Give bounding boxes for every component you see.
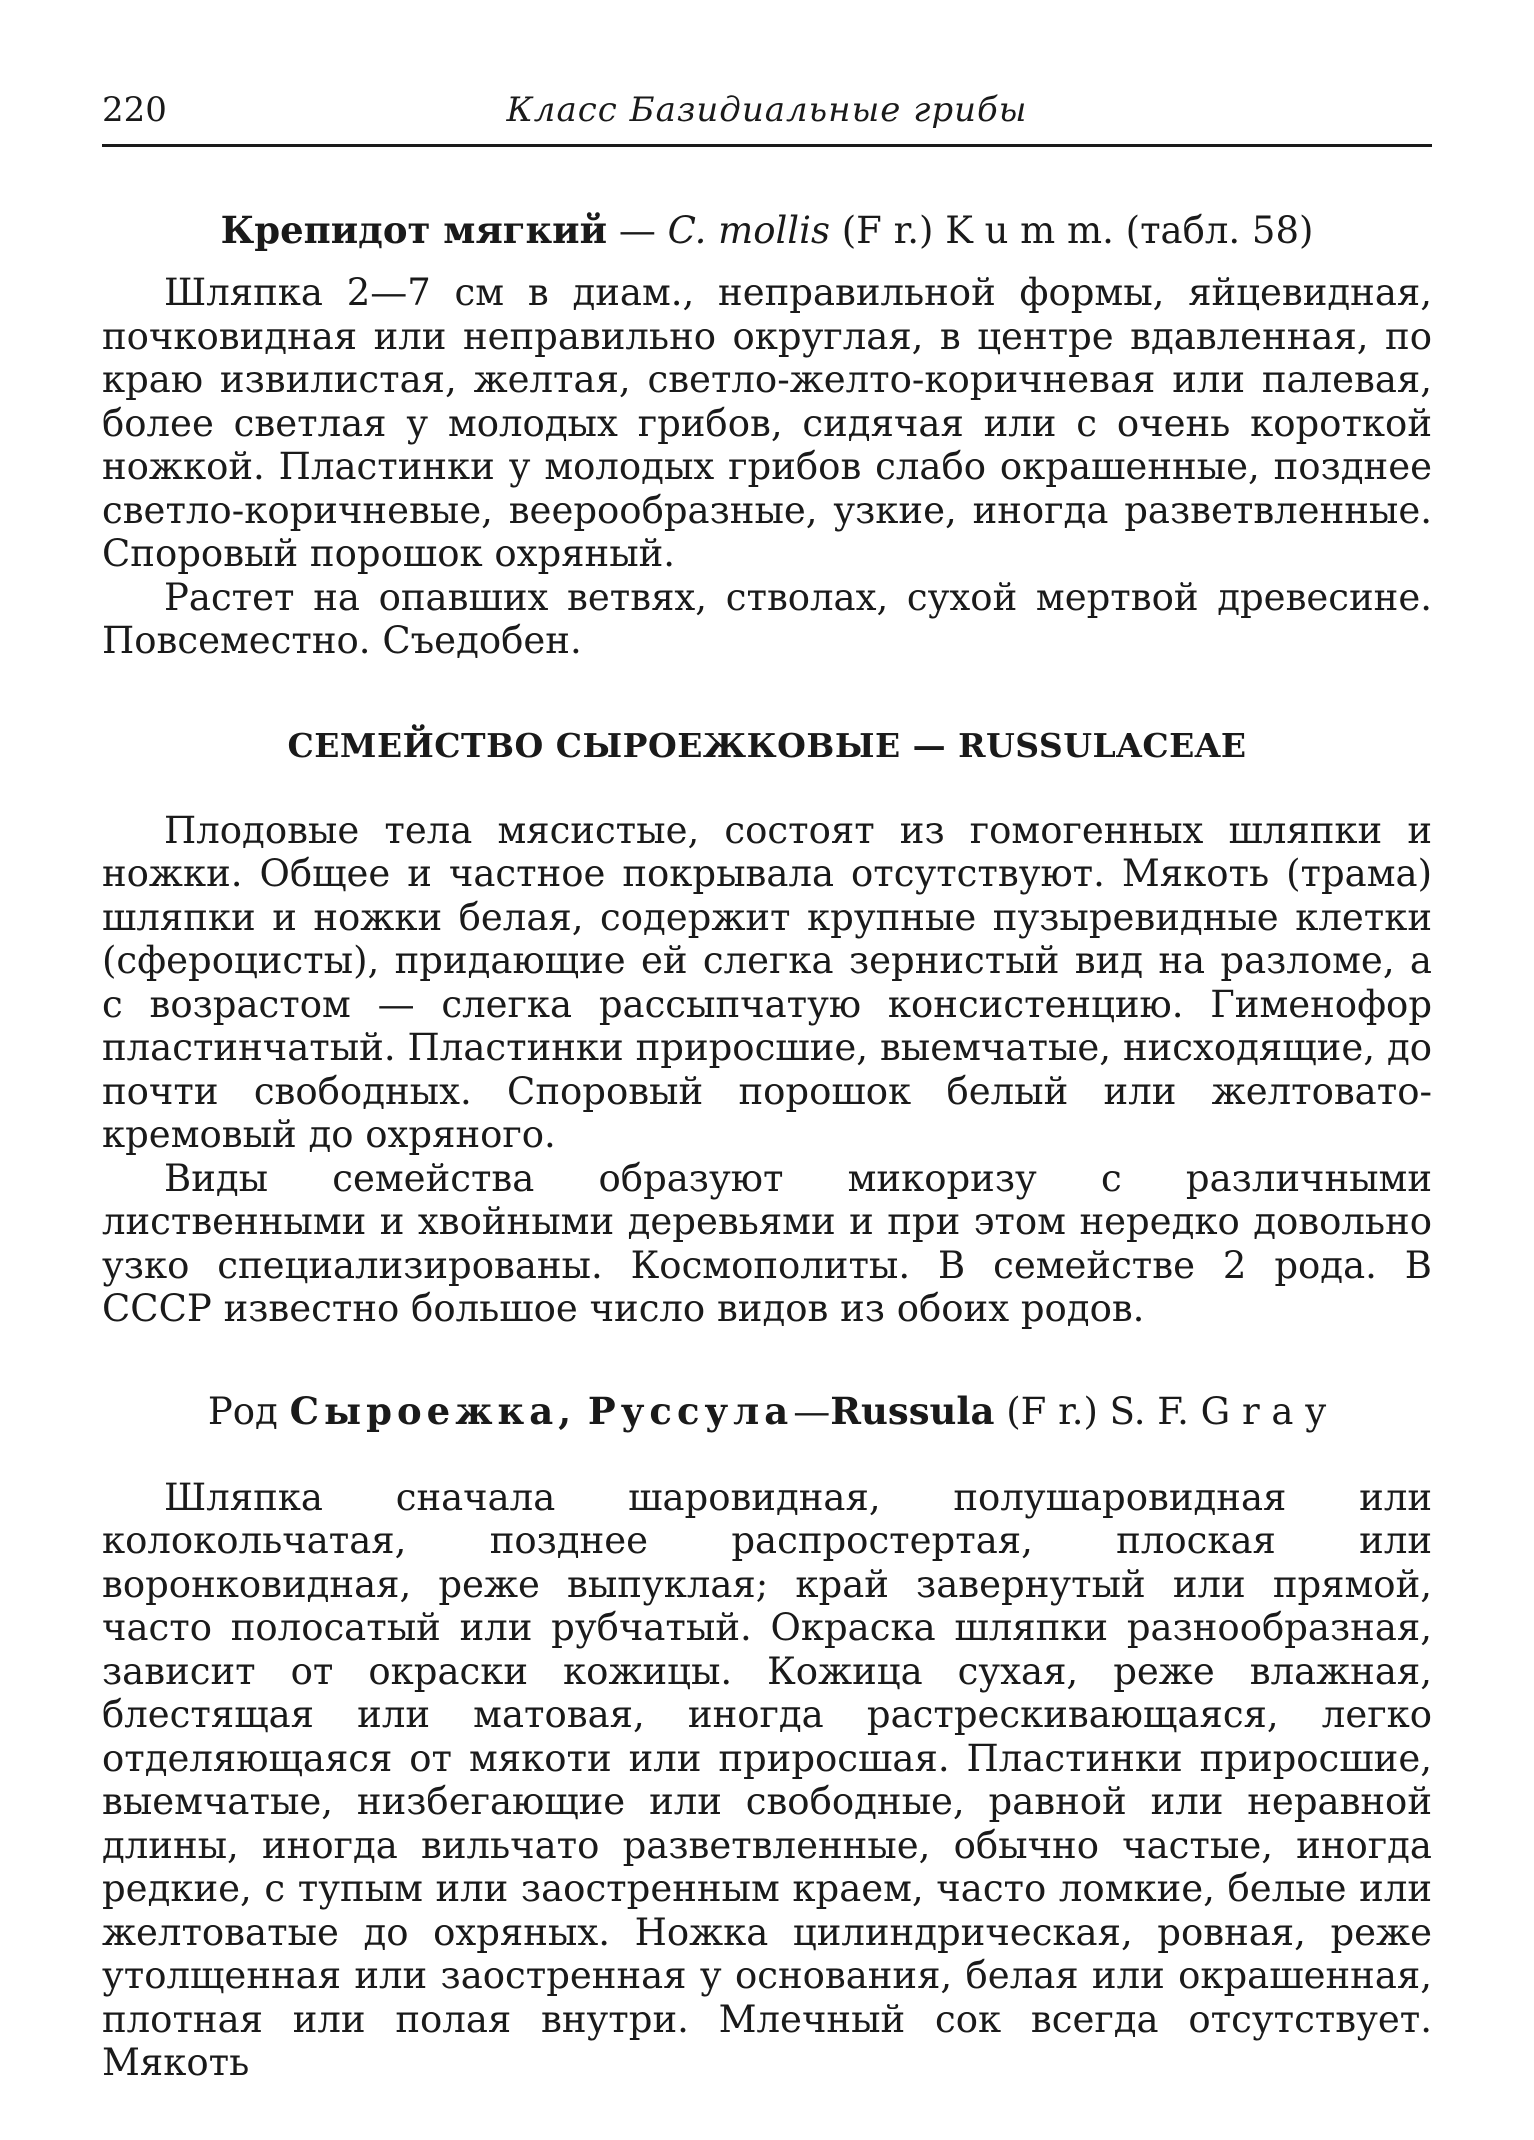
genus-name-1: Сыроежка, [289, 1388, 577, 1433]
genus-dash: — [793, 1389, 831, 1433]
family-description: Плодовые тела мясистые, состоят из гомогенных шляпки и ножки. Общее и частное покрывала отсутствуют. Мякоть (трама) шляпки и ножки белая, содержит крупные пузыревидные клетки (сфероцисты), придающие ей слегка зернистый вид на разломе, а с возрастом — слегка рассыпчатую консистенцию. Гименофор пластинчатый. Пластинки приросшие, выемчатые, нисходящие, до почти свободных. Споровый порошок белый или желтовато-кремовый до охряного. [102, 808, 1432, 1156]
family-distribution: Виды семейства образуют микоризу с различными лиственными и хвойными деревьями и при этом нередко довольно узко специализированы. Космополиты. В семействе 2 рода. В СССР известно большое число видов из обоих родов. [102, 1156, 1432, 1330]
running-head [102, 82, 1432, 142]
species-author-2: K u m m. [945, 209, 1114, 252]
species-dash: — [607, 209, 668, 252]
species-plate-ref: (табл. 58) [1125, 209, 1314, 252]
page-number: 220 [102, 90, 167, 130]
genus-author: (F r.) S. F. G r a y [1006, 1389, 1327, 1433]
genus-description: Шляпка сначала шаровидная, полушаровидная или колокольчатая, позднее распростертая, плоская или воронковидная, реже выпуклая; край завернутый или прямой, часто полосатый или рубчатый. Окраска шляпки разнообразная, зависит от окраски кожицы. Кожица сухая, реже влажная, блестящая или матовая, иногда растрескивающаяся, легко отделяющаяся от мякоти или приросшая. Пластинки приросшие, выемчатые, низбегающие или свободные, равной или неравной длины, иногда вильчато разветвленные, обычно частые, иногда редкие, с тупым или заостренным краем, часто ломкие, белые или желтоватые до охряных. Ножка цилиндрическая, ровная, реже утолщенная или заостренная у основания, белая или окрашенная, плотная или полая внутри. Млечный сок всегда отсутствует. Мякоть [102, 1475, 1432, 2084]
family-heading: СЕМЕЙСТВО СЫРОЕЖКОВЫЕ — RUSSULACEAE [287, 725, 1247, 765]
species-heading [102, 204, 1432, 257]
header-rule [102, 144, 1432, 147]
species-name-ru: Крепидот мягкий [220, 208, 608, 252]
species-habitat: Растет на опавших ветвях, стволах, сухой мертвой древесине. Повсеместно. Съедобен. [102, 575, 1432, 662]
species-name-lat: C. mollis [667, 209, 830, 252]
running-title: Класс Базидиальные грибы [506, 90, 1028, 130]
genus-name-2: Руссула [587, 1388, 794, 1433]
book-page [102, 82, 1432, 2085]
genus-heading [102, 1385, 1432, 1438]
species-description: Шляпка 2—7 см в диам., неправильной формы, яйцевидная, почковидная или неправильно округлая, в центре вдавленная, по краю извилистая, желтая, светло-желто-коричневая или палевая, более светлая у молодых грибов, сидячая или с очень короткой ножкой. Пластинки у молодых грибов слабо окрашенные, позднее светло-коричневые, веерообразные, узкие, иногда разветвленные. Споровый порошок охряный. [102, 271, 1432, 575]
genus-name-lat: Russula [830, 1388, 995, 1433]
species-author-1: (F r.) [841, 209, 934, 252]
genus-prefix: Род [207, 1389, 290, 1433]
